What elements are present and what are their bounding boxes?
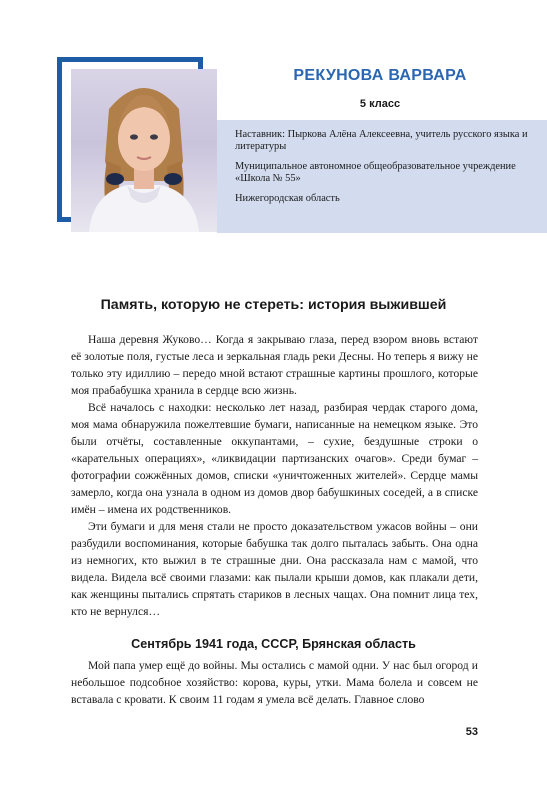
- region-info: Нижегородская область: [235, 192, 340, 204]
- section-title: Сентябрь 1941 года, СССР, Брянская область: [131, 637, 416, 651]
- article-body: [71, 331, 478, 620]
- school-info: Муниципальное автономное общеобразовательное учреждение «Школа № 55»: [235, 160, 516, 185]
- article-paragraph: Всё началось с находки: несколько лет назад, разбирая чердак старого дома, моя мама обнаружила пожелтевшие бумаги, написанные на немецком языке. Это были отчёты, составленные оккупантами, – сухие, бездушные строки о «карательных операциях», «ликвидации партизанских очагов». Среди бумаг – фотографии сожжённых домов, списки «уничтоженных жителей». Сердце мамы замерло, когда она узнала в одном из домов двор бабушкиных соседей, а в списке имён – имена их родственников.: [71, 401, 478, 516]
- mentor-info: Наставник: Пыркова Алёна Алексеевна, учитель русского языка и литературы: [235, 129, 528, 153]
- page-number: 53: [465, 726, 478, 738]
- author-portrait-illustration: [71, 69, 217, 232]
- article-paragraph: Эти бумаги и для меня стали не просто доказательством ужасов войны – они разбудили воспоминания, которые бабушка так долго пыталась забыть. Она одна из немногих, кто выжил в те страшные дни. Она рассказала нам с мамой, что видела. Видела всё своими глазами: как пылали крыши домов, как плакали дети, как женщины пытались спрятать стариков в лесных чащах. Она помнит лица тех, кто не вернулся…: [71, 520, 478, 618]
- section-paragraph: Мой папа умер ещё до войны. Мы остались с мамой одни. У нас был огород и небольшое подсобное хозяйство: корова, куры, утки. Мама болела и совсем не вставала с кровати. К своим 11 годам я умела всё делать. Главное слово: [71, 659, 478, 706]
- author-name: РЕКУНОВА ВАРВАРА: [293, 67, 467, 84]
- article-title: Память, которую не стереть: история выжившей: [100, 297, 447, 313]
- author-grade: 5 класс: [359, 98, 401, 110]
- section-body: [71, 657, 478, 708]
- author-photo: [71, 69, 217, 232]
- author-info-box: [217, 120, 547, 233]
- article-paragraph: Наша деревня Жуково… Когда я закрываю глаза, перед взором вновь встают её золотые поля, густые леса и зеркальная гладь реки Десны. Но теперь я вижу не только эту идиллию – передо мной встают страшные картины прошлого, которые моя прабабушка хранила в сердце всю жизнь.: [71, 333, 478, 397]
